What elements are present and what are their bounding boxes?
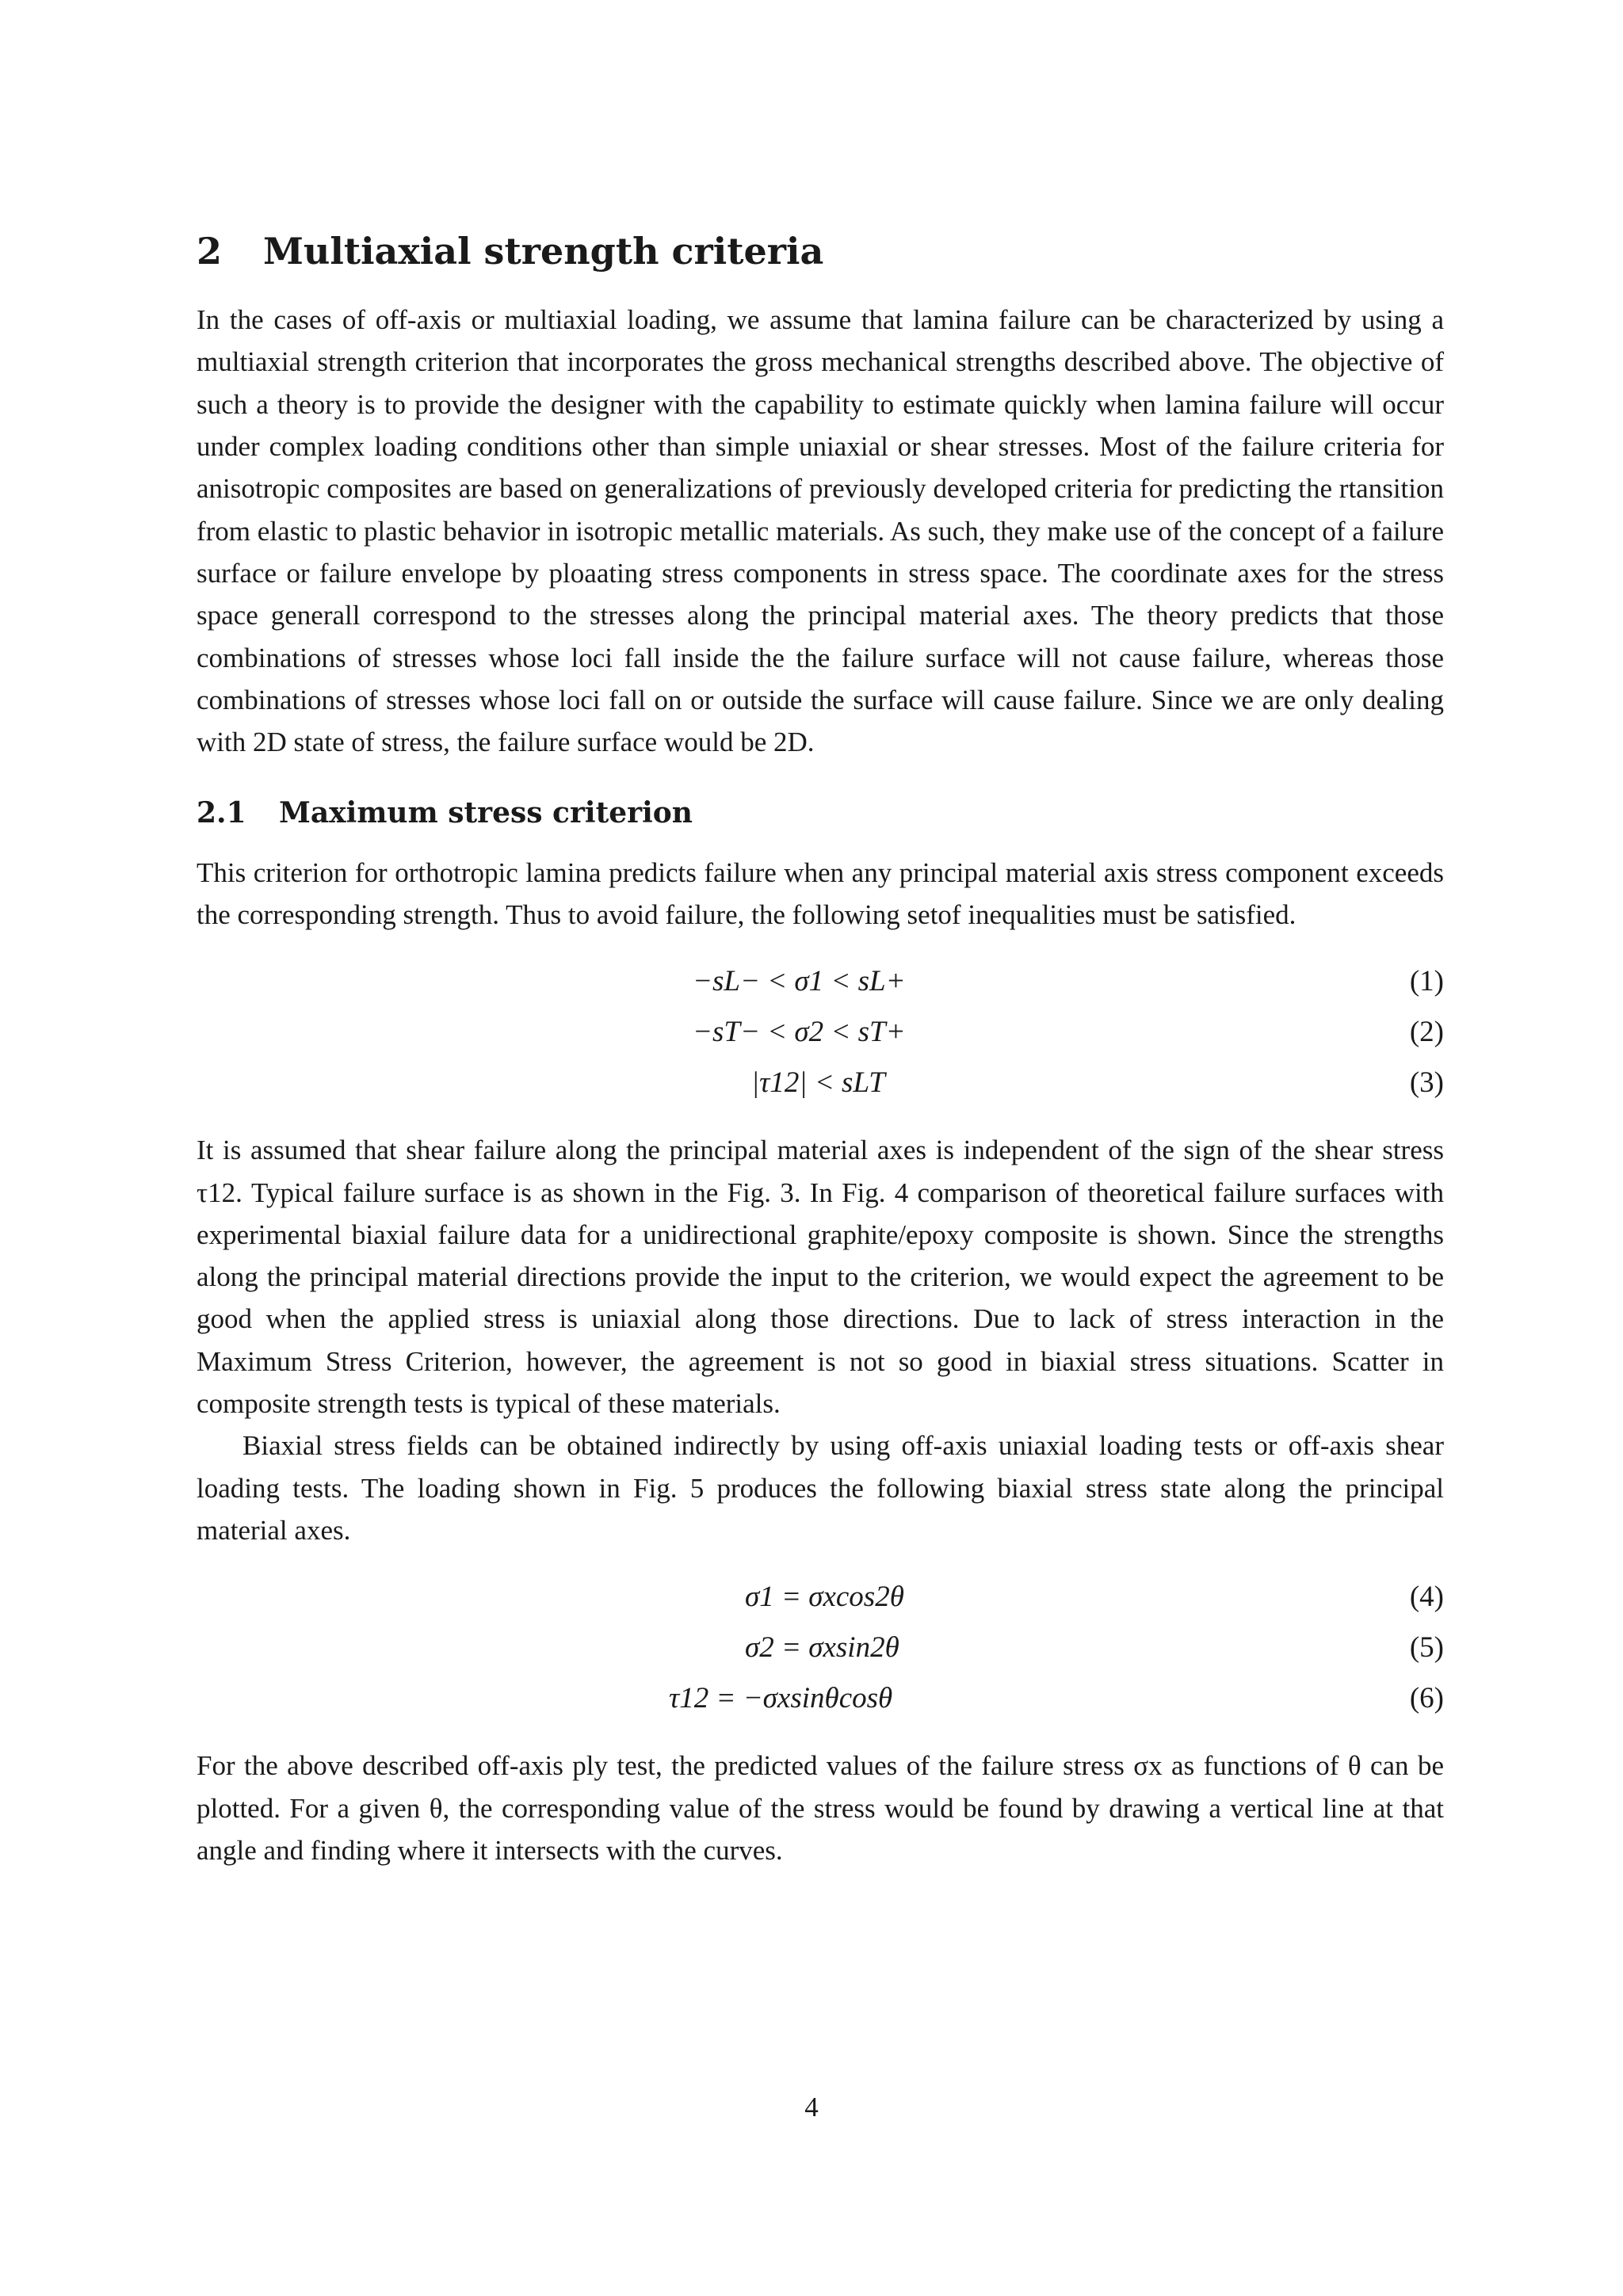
page-body (197, 230, 1444, 1871)
intro-paragraph: In the cases of off-axis or multiaxial loading, we assume that lamina failure can be characterized by using a multiaxial strength criterion that incorporates the gross mechanical strengths described above. The objective of such a theory is to provide the designer with the capability to estimate quickly when lamina failure will occur under complex loading conditions other than simple uniaxial or shear stresses. Most of the failure criteria for anisotropic composites are based on generalizations of previously developed criteria for predicting the rtansition from elastic to plastic behavior in isotropic metallic materials. As such, they make use of the concept of a failure surface or failure envelope by ploaating stress components in stress space. The coordinate axes for the stress space generall correspond to the stresses along the principal material axes. The theory predicts that those combinations of stresses whose loci fall inside the the failure surface will not cause failure, whereas those combinations of stresses whose loci fall on or outside the surface will cause failure. Since we are only dealing with 2D state of stress, the failure surface would be 2D. (197, 304, 1444, 758)
section-heading (197, 230, 1444, 273)
equation-3-math: |τ12| < sLT (751, 1066, 885, 1100)
equation-6-number: (6) (1409, 1682, 1444, 1715)
equation-4-number: (4) (1409, 1581, 1444, 1614)
equation-5-math: σ2 = σxsin2θ (745, 1631, 899, 1665)
biaxial-paragraph: Biaxial stress fields can be obtained indirectly by using off-axis uniaxial loading tests or off-axis shear loading tests. The loading shown in Fig. 5 produces the following biaxial stress state along the principal material axes. (197, 1430, 1444, 1546)
equation-4 (197, 1572, 1444, 1623)
equation-1-math: −sL− < σ1 < sL+ (693, 965, 906, 998)
equation-2-number: (2) (1409, 1016, 1444, 1049)
subsection-title: Maximum stress criterion (279, 796, 693, 830)
equation-3 (197, 1058, 1444, 1108)
equation-3-number: (3) (1409, 1066, 1444, 1100)
equation-6 (197, 1673, 1444, 1724)
criterion-intro-paragraph: This criterion for orthotropic lamina predicts failure when any principal material axis stress component exceeds the corresponding strength. Thus to avoid failure, the following setof inequalities must be satisfied. (197, 856, 1444, 930)
equation-4-math: σ1 = σxcos2θ (745, 1581, 904, 1614)
equation-1-number: (1) (1409, 965, 1444, 998)
equation-5-number: (5) (1409, 1631, 1444, 1665)
equation-6-math: τ12 = −σxsinθcosθ (669, 1682, 893, 1715)
subsection-heading (197, 796, 1444, 830)
section-title: Multiaxial strength criteria (263, 230, 824, 273)
equation-2-math: −sT− < σ2 < sT+ (693, 1016, 906, 1049)
inequality-equations (197, 956, 1444, 1108)
shear-failure-paragraph: It is assumed that shear failure along the principal material axes is independent of the sign of the shear stress τ12. Typical failure surface is as shown in the Fig. 3. In Fig. 4 comparison of theoretical failure surfaces with experimental biaxial failure data for a unidirectional graphite/epoxy composite is shown. Since the strengths along the principal material directions provide the input to the criterion, we would expect the agreement to be good when the applied stress is uniaxial along those directions. Due to lack of stress interaction in the Maximum Stress Criterion, however, the agreement is not so good in biaxial stress situations. Scatter in composite strength tests is typical of these materials. (197, 1135, 1444, 1420)
subsection-number: 2.1 (197, 796, 246, 830)
page-number: 4 (804, 2092, 819, 2122)
stress-transform-equations (197, 1572, 1444, 1724)
equation-1 (197, 956, 1444, 1007)
final-paragraph: For the above described off-axis ply test, the predicted values of the failure stress σx as functions of θ can be plotted. For a given θ, the corresponding value of the stress would be found by drawing a vertical line at that angle and finding where it intersects with the curves. (197, 1750, 1444, 1866)
section-number: 2 (197, 230, 223, 273)
equation-2 (197, 1007, 1444, 1058)
equation-5 (197, 1623, 1444, 1673)
